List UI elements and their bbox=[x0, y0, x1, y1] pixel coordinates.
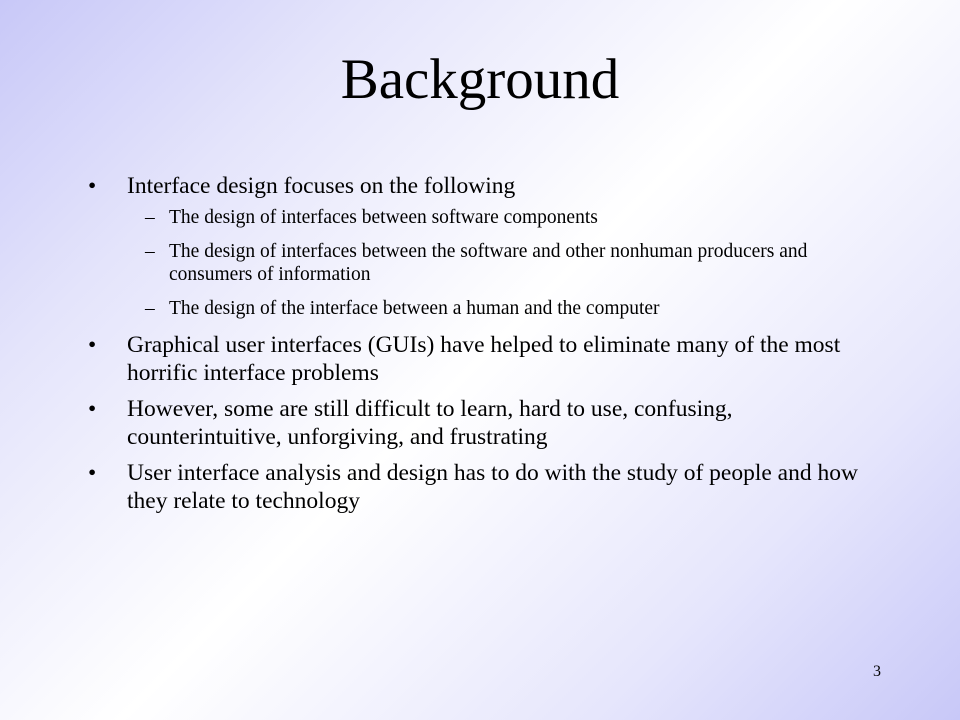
sub-bullet-text: The design of interfaces between the software and other nonhuman producers and consumers of information bbox=[169, 241, 808, 285]
sub-bullet-item bbox=[88, 206, 878, 229]
bullet-text: User interface analysis and design has to do with the study of people and how they relate to technology bbox=[127, 460, 858, 514]
bullet-text: However, some are still difficult to learn, hard to use, confusing, counterintuitive, unforgiving, and frustrating bbox=[127, 396, 733, 450]
sub-bullet-marker: – bbox=[145, 207, 155, 228]
sub-bullet-list bbox=[127, 206, 878, 320]
sub-bullet-text: The design of the interface between a human and the computer bbox=[169, 298, 660, 319]
bullet-marker: • bbox=[88, 396, 97, 422]
slide-title: Background bbox=[340, 48, 620, 111]
bullet-item bbox=[88, 331, 878, 387]
bullet-marker: • bbox=[88, 332, 97, 358]
sub-bullet-marker: – bbox=[145, 241, 155, 262]
bullet-item bbox=[88, 395, 878, 451]
bullet-text: Graphical user interfaces (GUIs) have helped to eliminate many of the most horrific interface problems bbox=[127, 332, 841, 386]
sub-bullet-item bbox=[88, 297, 878, 320]
bullet-item bbox=[88, 172, 878, 320]
bullet-item bbox=[88, 459, 878, 515]
bullet-marker: • bbox=[88, 460, 97, 486]
sub-bullet-text: The design of interfaces between software components bbox=[169, 207, 598, 228]
bullet-text: Interface design focuses on the following bbox=[127, 173, 516, 199]
sub-bullet-item bbox=[88, 240, 878, 286]
page-number: 3 bbox=[873, 663, 881, 680]
sub-bullet-marker: – bbox=[145, 298, 155, 319]
bullet-list bbox=[88, 172, 878, 523]
bullet-marker: • bbox=[88, 173, 97, 199]
